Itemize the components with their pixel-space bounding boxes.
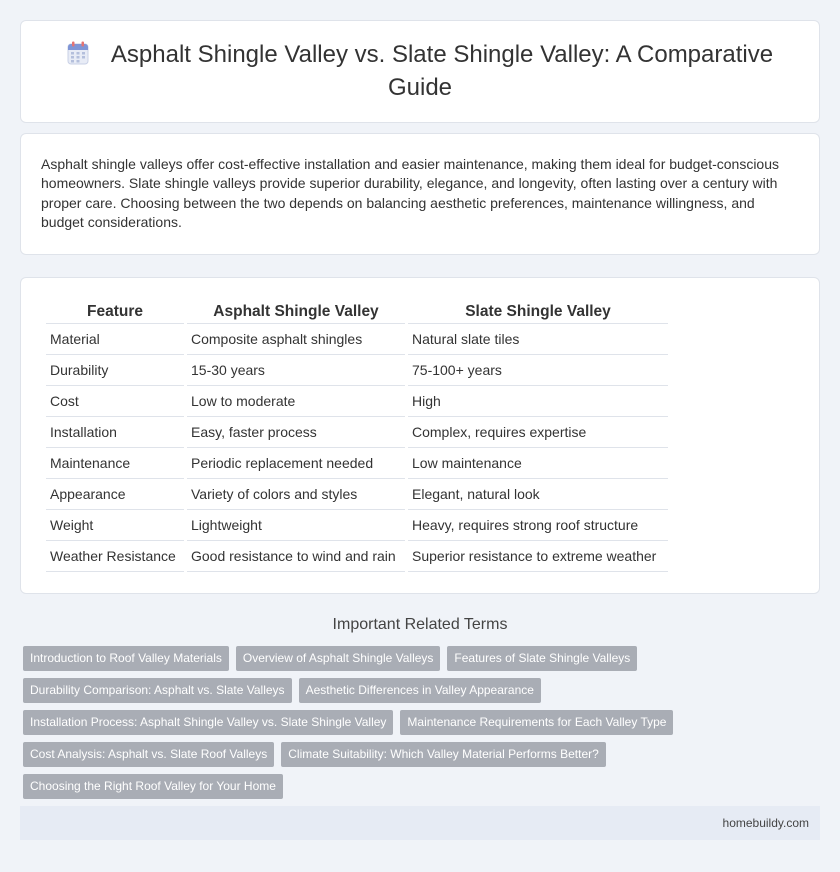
table-cell: Composite asphalt shingles (187, 324, 405, 355)
table-cell: 75-100+ years (408, 355, 668, 386)
table-row (46, 324, 668, 355)
column-header: Asphalt Shingle Valley (187, 298, 405, 324)
table-cell: Easy, faster process (187, 417, 405, 448)
table-cell: 15-30 years (187, 355, 405, 386)
table-cell: Good resistance to wind and rain (187, 541, 405, 572)
table-cell: Superior resistance to extreme weather (408, 541, 668, 572)
comparison-table (43, 298, 671, 572)
related-term-tag[interactable]: Overview of Asphalt Shingle Valleys (236, 646, 441, 671)
related-terms-title: Important Related Terms (332, 616, 508, 633)
table-cell: Weather Resistance (46, 541, 184, 572)
table-cell: Weight (46, 510, 184, 541)
column-header: Slate Shingle Valley (408, 298, 668, 324)
table-cell: Maintenance (46, 448, 184, 479)
calendar-icon (67, 41, 89, 73)
table-cell: Low maintenance (408, 448, 668, 479)
column-header: Feature (46, 298, 184, 324)
table-row (46, 386, 668, 417)
table-cell: Durability (46, 355, 184, 386)
related-term-tag[interactable]: Choosing the Right Roof Valley for Your Home (23, 774, 283, 799)
tag-row (23, 710, 820, 735)
related-term-tag[interactable]: Climate Suitability: Which Valley Material Performs Better? (281, 742, 606, 767)
table-cell: High (408, 386, 668, 417)
table-header-row (46, 298, 668, 324)
table-row (46, 479, 668, 510)
table-cell: Installation (46, 417, 184, 448)
related-term-tag[interactable]: Features of Slate Shingle Valleys (447, 646, 637, 671)
footer-site-link[interactable]: homebuildy.com (722, 816, 809, 830)
table-cell: Appearance (46, 479, 184, 510)
table-cell: Material (46, 324, 184, 355)
comparison-card (20, 277, 820, 594)
related-term-tag[interactable]: Introduction to Roof Valley Materials (23, 646, 229, 671)
related-term-tag[interactable]: Durability Comparison: Asphalt vs. Slate Valleys (23, 678, 292, 703)
tag-row (23, 678, 820, 703)
table-cell: Lightweight (187, 510, 405, 541)
table-cell: Periodic replacement needed (187, 448, 405, 479)
table-cell: Complex, requires expertise (408, 417, 668, 448)
intro-paragraph: Asphalt shingle valleys offer cost-effective installation and easier maintenance, making them ideal for budget-conscious homeowners. Slate shingle valleys provide superior durability, elegance, and longevity, often lasting over a century with proper care. Choosing between the two depends on balancing aesthetic preferences, maintenance willingness, and budget considerations. (41, 156, 780, 230)
table-cell: Elegant, natural look (408, 479, 668, 510)
tag-row (23, 774, 820, 799)
table-cell: Variety of colors and styles (187, 479, 405, 510)
table-row (46, 417, 668, 448)
table-row (46, 510, 668, 541)
related-term-tag[interactable]: Maintenance Requirements for Each Valley Type (400, 710, 673, 735)
table-cell: Cost (46, 386, 184, 417)
intro-card (20, 133, 820, 255)
table-cell: Heavy, requires strong roof structure (408, 510, 668, 541)
table-row (46, 541, 668, 572)
related-term-tag[interactable]: Installation Process: Asphalt Shingle Valley vs. Slate Shingle Valley (23, 710, 393, 735)
header-card (20, 20, 820, 123)
related-term-tag[interactable]: Aesthetic Differences in Valley Appearance (299, 678, 541, 703)
table-cell: Low to moderate (187, 386, 405, 417)
table-row (46, 448, 668, 479)
tag-row (23, 646, 820, 671)
table-cell: Natural slate tiles (408, 324, 668, 355)
page-title (61, 40, 779, 103)
related-terms-list (20, 646, 820, 799)
page-title-text: Asphalt Shingle Valley vs. Slate Shingle Valley: A Comparative Guide (110, 41, 774, 101)
tag-row (23, 742, 820, 767)
table-row (46, 355, 668, 386)
related-term-tag[interactable]: Cost Analysis: Asphalt vs. Slate Roof Valleys (23, 742, 274, 767)
footer (20, 806, 820, 840)
